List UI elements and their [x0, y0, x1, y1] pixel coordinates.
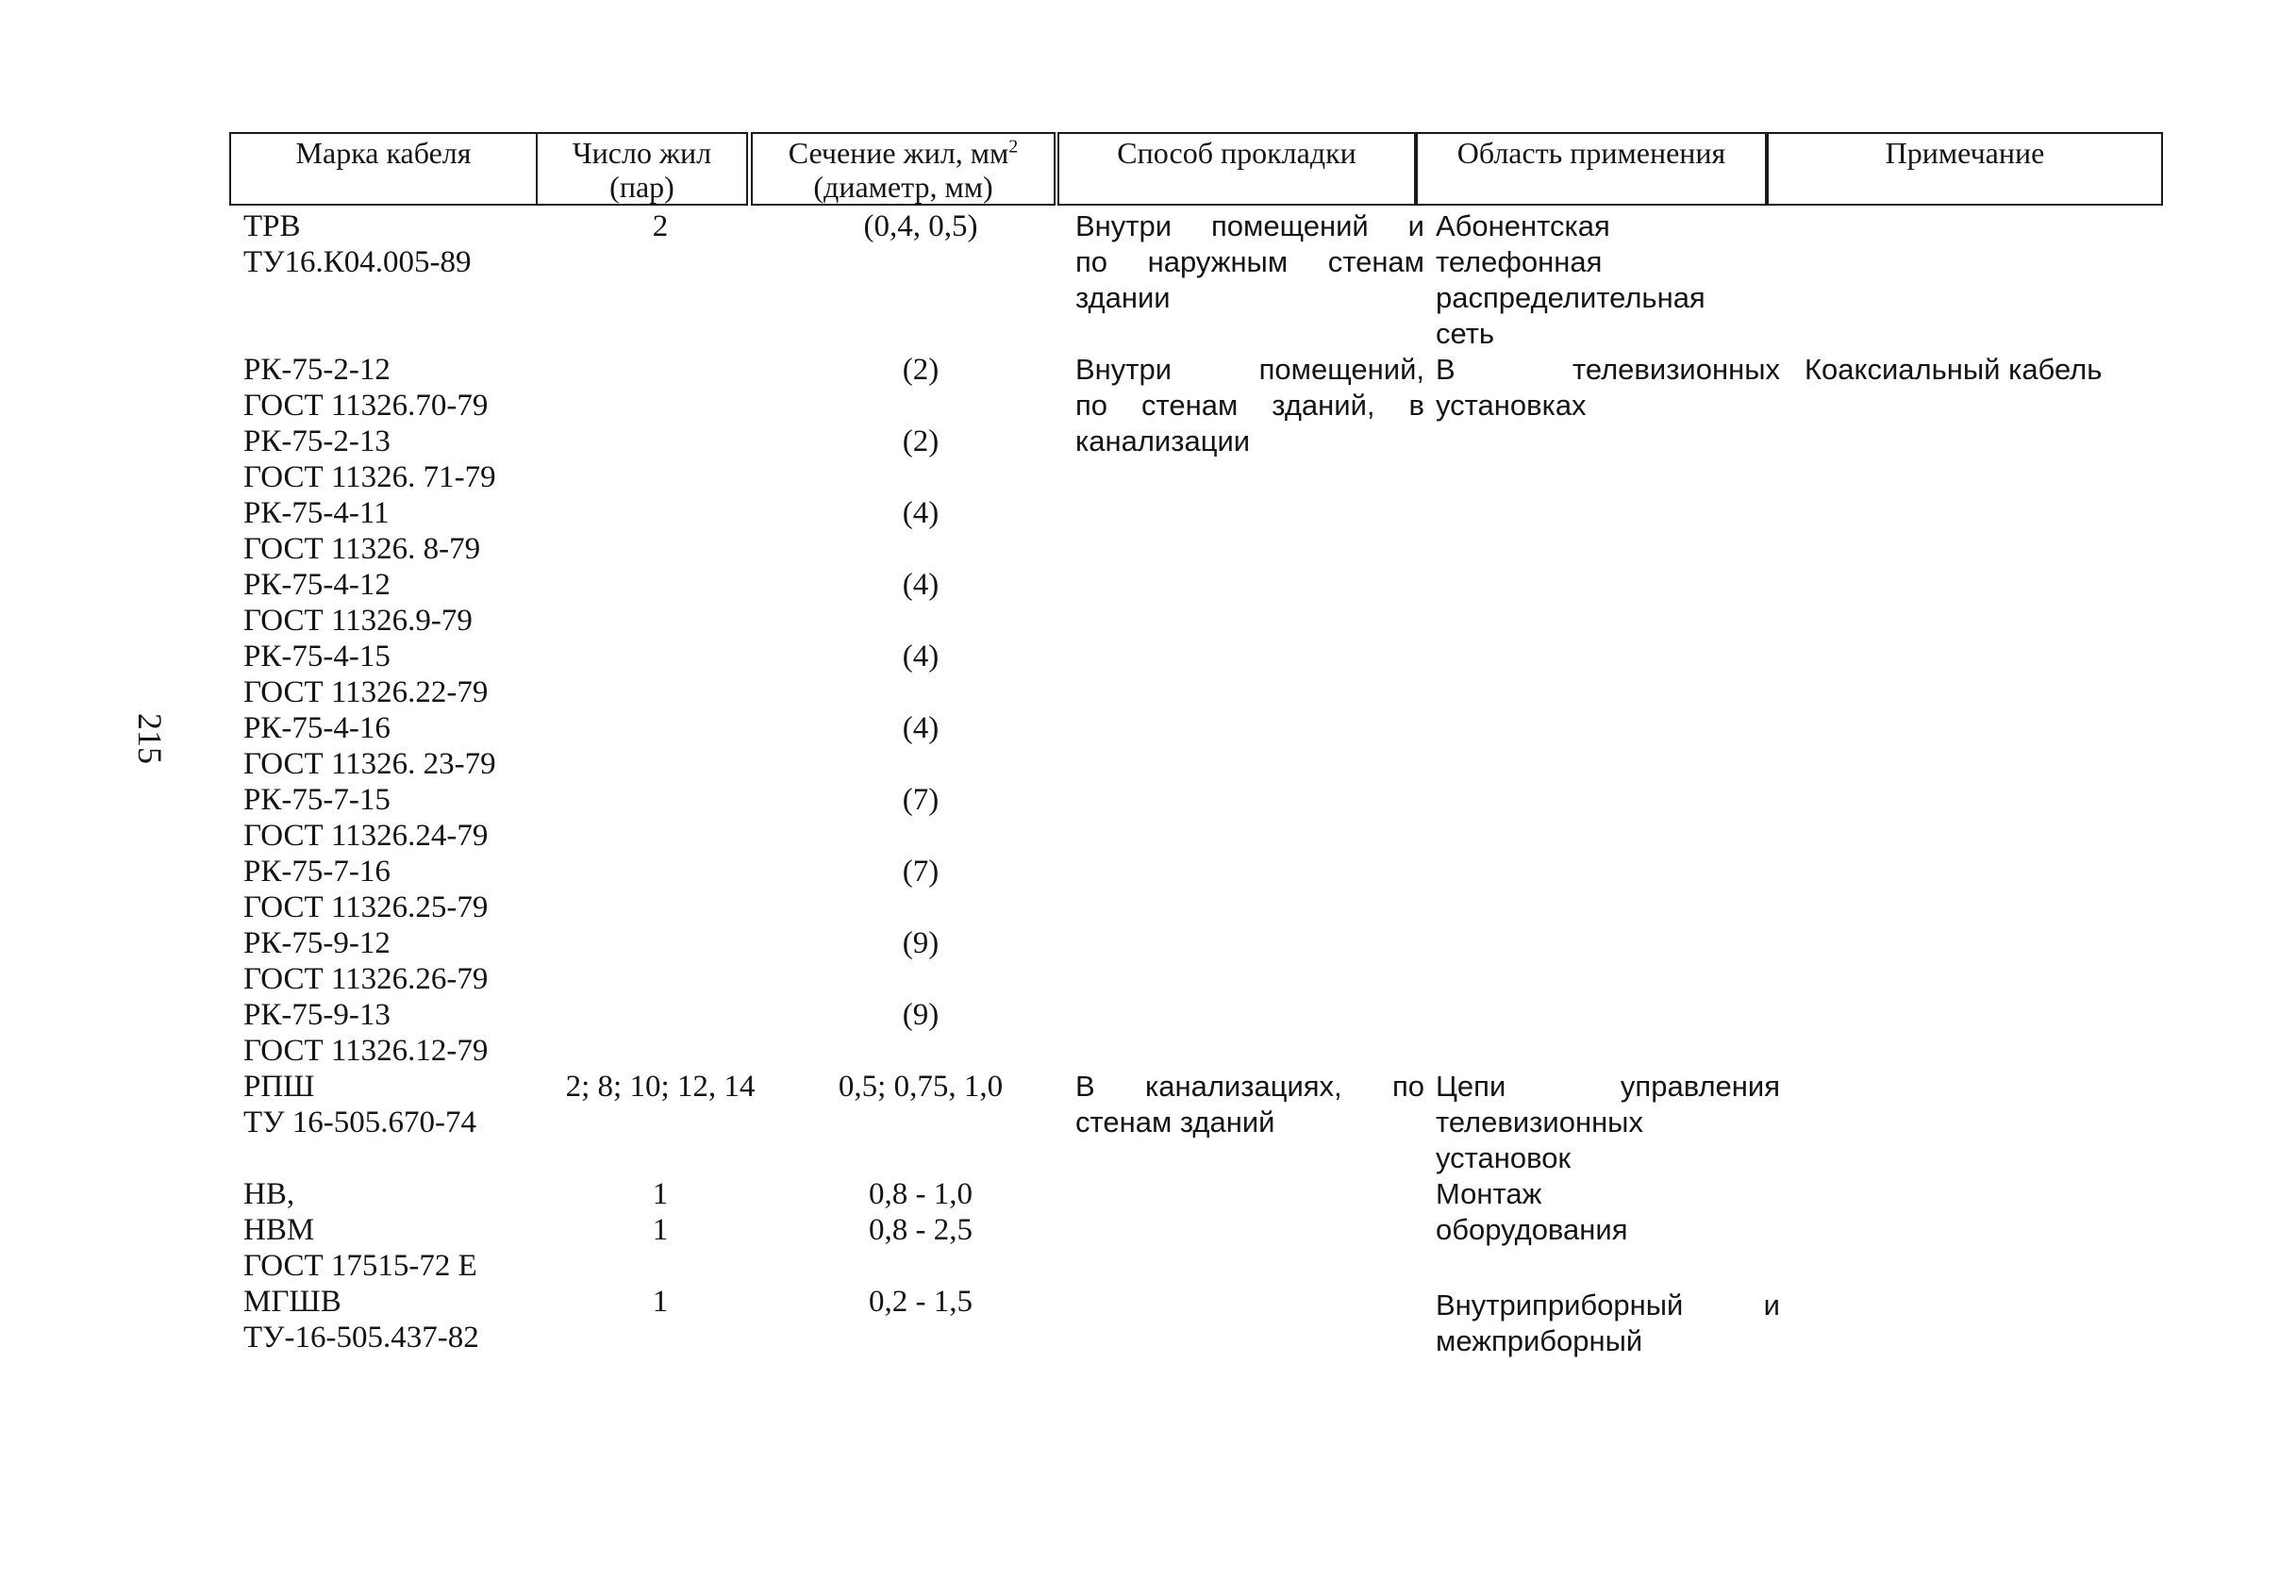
row-mark-standard: ГОСТ 11326.9-79	[243, 604, 473, 638]
row-mark-name: РК-75-9-13	[243, 998, 391, 1032]
row-mark-name: РПШ	[243, 1070, 315, 1104]
header-count	[536, 132, 748, 206]
area-line: межприборный	[1436, 1324, 1643, 1357]
row-mark-standard: ГОСТ 11326.24-79	[243, 819, 489, 853]
row-mark-name: РК-75-2-12	[243, 353, 391, 387]
row-count: 1	[652, 1285, 669, 1319]
row-section: (4)	[902, 640, 940, 673]
row-mark-standard: ГОСТ 17515-72 Е	[243, 1249, 477, 1283]
area-line: распределительная	[1436, 281, 1705, 314]
row-mark-standard: ГОСТ 11326. 8-79	[243, 532, 481, 566]
row-method	[1075, 352, 1424, 459]
header-note	[1767, 132, 2163, 206]
row-mark-name: РК-75-7-16	[243, 855, 391, 889]
row-section: (9)	[902, 998, 940, 1032]
row-method	[1075, 1069, 1424, 1140]
header-count-line1: Число жил	[572, 136, 712, 170]
method-line: В канализациях, по	[1075, 1070, 1424, 1103]
row-section: 0,8 - 1,0	[869, 1177, 973, 1211]
row-count: 1	[652, 1177, 669, 1211]
row-mark-standard: ТУ16.К04.005-89	[243, 245, 472, 279]
method-line: стенам зданий	[1075, 1106, 1275, 1139]
row-count: 2	[652, 209, 669, 243]
method-line: по наружным стенам	[1075, 245, 1424, 278]
row-section: (7)	[902, 783, 940, 817]
row-section: (4)	[902, 711, 940, 745]
row-mark-standard: ГОСТ 11326.26-79	[243, 962, 489, 996]
row-mark-name: РК-75-4-16	[243, 711, 391, 745]
row-mark-standard: ГОСТ 11326.22-79	[243, 675, 489, 709]
row-area	[1436, 1069, 1780, 1176]
area-line: Монтаж	[1436, 1177, 1542, 1210]
area-line: телевизионных	[1436, 1106, 1643, 1139]
row-section: (0,4, 0,5)	[863, 209, 978, 243]
method-line: здании	[1075, 281, 1171, 314]
row-note: Коаксиальный кабель	[1805, 353, 2103, 386]
area-line: телефонная	[1436, 245, 1603, 278]
header-section-line1: Сечение жил, мм	[788, 136, 1009, 170]
row-mark-standard: ТУ-16-505.437-82	[243, 1321, 479, 1355]
area-line: Цепи управления	[1436, 1070, 1780, 1103]
row-mark-standard: ГОСТ 11326.70-79	[243, 389, 489, 423]
row-count-2: 1	[652, 1213, 669, 1247]
header-mark-label: Марка кабеля	[295, 136, 472, 170]
row-mark-standard: ТУ 16-505.670-74	[243, 1106, 477, 1139]
header-area	[1416, 132, 1767, 206]
row-mark-name: РК-75-4-12	[243, 568, 391, 602]
row-section: (7)	[902, 855, 940, 889]
row-mark-standard: ГОСТ 11326. 23-79	[243, 747, 496, 781]
row-section: (4)	[902, 496, 940, 530]
header-count-line2: (пар)	[609, 170, 674, 204]
row-mark-name: РК-75-4-11	[243, 496, 390, 530]
row-section-2: 0,8 - 2,5	[869, 1213, 973, 1247]
row-section: (4)	[902, 568, 940, 602]
row-area	[1436, 1288, 1780, 1359]
method-line: Внутри помещений,	[1075, 353, 1424, 386]
row-section: (2)	[902, 353, 940, 387]
area-line: Внутриприборный и	[1436, 1288, 1780, 1322]
header-section-sup: 2	[1008, 136, 1019, 158]
method-line: Внутри помещений и	[1075, 209, 1424, 242]
area-line: установок	[1436, 1141, 1572, 1174]
row-section: (9)	[902, 926, 940, 960]
row-mark-name: НВ,	[243, 1177, 295, 1211]
row-mark-name: ТРВ	[243, 209, 301, 243]
header-section-line2: (диаметр, мм)	[813, 170, 993, 204]
row-area	[1436, 1176, 1780, 1248]
row-area	[1436, 208, 1780, 352]
area-line: оборудования	[1436, 1213, 1628, 1246]
header-method-label: Способ прокладки	[1117, 136, 1356, 170]
row-mark-name: РК-75-2-13	[243, 424, 391, 458]
row-section: 0,5; 0,75, 1,0	[838, 1070, 1004, 1104]
row-mark-name: РК-75-7-15	[243, 783, 391, 817]
row-method	[1075, 208, 1424, 316]
header-method	[1057, 132, 1416, 206]
header-mark	[229, 132, 538, 206]
method-line: канализации	[1075, 424, 1251, 457]
table-header	[229, 132, 2163, 208]
page-number: 215	[131, 713, 169, 764]
row-section: (2)	[902, 424, 940, 458]
row-mark-name: РК-75-4-15	[243, 640, 391, 673]
row-mark-name: МГШВ	[243, 1285, 341, 1319]
header-area-label: Область применения	[1456, 136, 1726, 170]
header-note-label: Примечание	[1885, 136, 2045, 170]
header-section	[751, 132, 1056, 206]
row-mark-name-2: НВМ	[243, 1213, 315, 1247]
method-line: по стенам зданий, в	[1075, 389, 1424, 422]
row-mark-standard: ГОСТ 11326. 71-79	[243, 460, 496, 494]
row-mark-standard: ГОСТ 11326.12-79	[243, 1034, 489, 1068]
area-line: В телевизионных	[1436, 353, 1780, 386]
row-section: 0,2 - 1,5	[869, 1285, 973, 1319]
row-area	[1436, 352, 1780, 424]
area-line: Абонентская	[1436, 209, 1610, 242]
row-mark-name: РК-75-9-12	[243, 926, 391, 960]
row-count: 2; 8; 10; 12, 14	[565, 1070, 756, 1104]
area-line: установках	[1436, 389, 1587, 422]
area-line: сеть	[1436, 317, 1495, 350]
row-mark-standard: ГОСТ 11326.25-79	[243, 890, 489, 924]
